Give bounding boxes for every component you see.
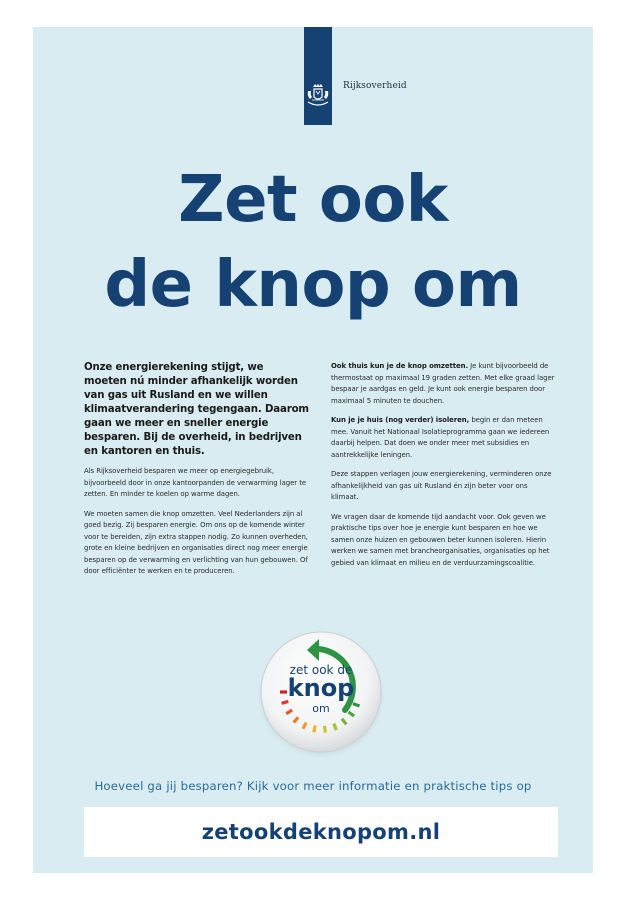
scale-dash (314, 725, 315, 732)
button-text-top: zet ook de (289, 663, 353, 677)
button-text-main: knop (287, 674, 355, 702)
right-column (331, 361, 556, 577)
org-name: Rijksoverheid (343, 81, 407, 91)
body-paragraph: Deze stappen verlagen jouw energierekening, verminderen onze afhankelijkheid van gas uit Rusland én zijn beter voor ons klimaat. (331, 470, 552, 501)
scale-dash (325, 726, 326, 733)
campaign-button-logo (255, 627, 387, 757)
coat-of-arms-icon (304, 83, 332, 109)
body-paragraph: Als Rijksoverheid besparen we meer op energiegebruik, bijvoorbeeld door in onze kantoorpanden de verwarming lager te zetten. En minder te koelen op warme dagen. (84, 467, 307, 498)
logo-bar (304, 27, 332, 125)
body-paragraph (331, 361, 556, 407)
call-to-action: Hoeveel ga jij besparen? Kijk voor meer informatie en praktische tips op (94, 779, 532, 793)
body-paragraph (331, 415, 556, 461)
body-paragraph: We vragen daar de komende tijd aandacht voor. Ook geven we praktische tips over hoe je energie kunt besparen en hoe we samen onze huizen en gebouwen beter kunnen isoleren. Hierin werken we samen met brancheorganisaties, organisaties op het gebied van klimaat en milieu en de verduurzamingscoalitie. (331, 512, 550, 567)
bold-lead-in: Ook thuis kun je de knop omzetten. (331, 362, 469, 370)
body-paragraph: We moeten samen die knop omzetten. Veel Nederlanders zijn al goed bezig. Zij besparen energie. Om ons op de komende winter voor te bereiden, zijn extra stappen nodig. Zo kunnen overheden, grote en kleine bedrijven en organisaties direct nog meer energie besparen op de verwarming en verlichting van hun gebouwen. Of door efficiënter te werken en te produceren. (84, 509, 308, 575)
bold-lead-in: Kun je je huis (nog verder) isoleren, (331, 416, 470, 424)
left-column (84, 361, 309, 586)
url-box[interactable] (84, 807, 558, 857)
poster (33, 27, 593, 873)
headline-line-1: Zet ook (178, 163, 448, 237)
headline-line-2: de knop om (104, 248, 522, 322)
lead-paragraph: Onze energierekening stijgt, we moeten nú minder afhankelijk worden van gas uit Rusland en we willen klimaatverandering tegengaan. Daarom gaan we meer en sneller energie besparen. Bij de overheid, in bedrijven en kantoren en thuis. (84, 362, 309, 457)
paragraph-text: Je kunt bijvoorbeeld de thermostaat op maximaal 19 graden zetten. Met elke graad lager bespaar je aardgas en geld. Je kunt ook energie besparen door maximaal 5 minuten te douchen. (331, 362, 555, 405)
paragraph-text: begin er dan meteen mee. Vanuit het Nationaal Isolatieprogramma gaan we iedereen daarbij helpen. Dat doen we onder meer met subsidies en aantrekkelijke leningen. (331, 416, 550, 459)
website-link[interactable]: zetookdeknopom.nl (201, 820, 441, 844)
button-text-bottom: om (312, 702, 330, 715)
